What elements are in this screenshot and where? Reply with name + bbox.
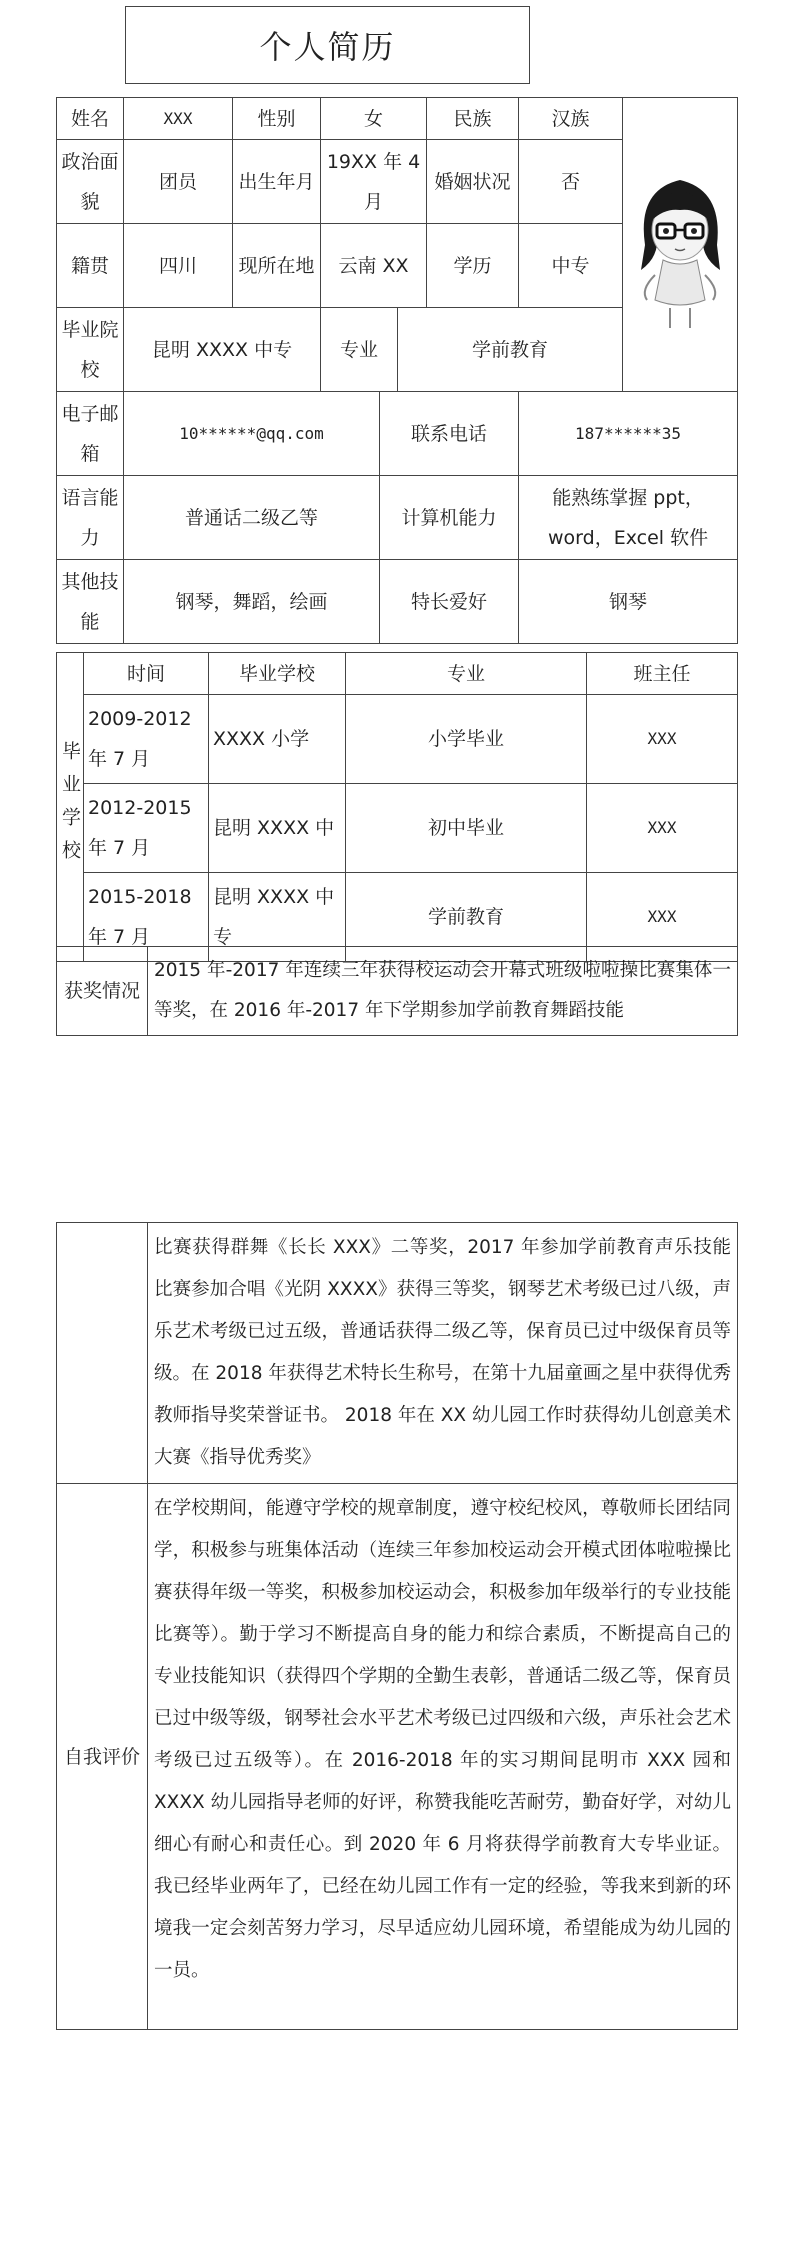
hobby-label: 特长爱好	[380, 560, 519, 644]
birth-label: 出生年月	[233, 140, 321, 224]
phone-label: 联系电话	[380, 392, 519, 476]
education-section-label: 毕业学校	[57, 653, 84, 962]
gender-value: 女	[321, 98, 427, 140]
edu-row-major: 学前教育	[346, 873, 587, 962]
edu-header-time: 时间	[84, 653, 209, 695]
language-value: 普通话二级乙等	[124, 476, 380, 560]
edu-row-major: 初中毕业	[346, 784, 587, 873]
major-value: 学前教育	[398, 308, 623, 392]
self-eval-label: 自我评价	[57, 1484, 148, 2030]
edu-row-time: 2012-2015 年 7 月	[84, 784, 209, 873]
edu-row-school: XXXX 小学	[209, 695, 346, 784]
edu-value: 中专	[519, 224, 623, 308]
school-label: 毕业院校	[57, 308, 124, 392]
marital-value: 否	[519, 140, 623, 224]
native-label: 籍贯	[57, 224, 124, 308]
edu-header-major: 专业	[346, 653, 587, 695]
edu-row-major: 小学毕业	[346, 695, 587, 784]
awards-label-continued	[57, 1223, 148, 1484]
edu-row-teacher: XXX	[587, 695, 738, 784]
gender-label: 性别	[233, 98, 321, 140]
politics-label: 政治面貌	[57, 140, 124, 224]
edu-row-teacher: XXX	[587, 784, 738, 873]
name-value: XXX	[124, 98, 233, 140]
resume-table	[56, 97, 738, 644]
awards-label: 获奖情况	[57, 947, 148, 1036]
awards-table-part2	[56, 1222, 738, 2030]
photo-cell	[623, 98, 738, 392]
phone-value: 187******35	[519, 392, 738, 476]
skills-value: 钢琴，舞蹈，绘画	[124, 560, 380, 644]
awards-text-part1: 2015 年-2017 年连续三年获得校运动会开幕式班级啦啦操比赛集体一等奖，在 2016 年-2017 年下学期参加学前教育舞蹈技能	[148, 947, 738, 1036]
major-label: 专业	[321, 308, 398, 392]
marital-label: 婚姻状况	[427, 140, 519, 224]
school-value: 昆明 XXXX 中专	[124, 308, 321, 392]
awards-text-part2: 比赛获得群舞《长长 XXX》二等奖，2017 年参加学前教育声乐技能比赛参加合唱《光阴 XXXX》获得三等奖，钢琴艺术考级已过八级，声乐艺术考级已过五级，普通话获得二级乙等，保育员已过中级保育员等级。在 2018 年获得艺术特长生称号，在第十九届童画之星中获得优秀教师指导奖荣誉证书。 2018 年在 XX 幼儿园工作时获得幼儿创意美术大赛《指导优秀奖》	[148, 1223, 738, 1484]
hobby-value: 钢琴	[519, 560, 738, 644]
ethnic-value: 汉族	[519, 98, 623, 140]
email-value: 10******@qq.com	[124, 392, 380, 476]
edu-row-school: 昆明 XXXX 中	[209, 784, 346, 873]
edu-label: 学历	[427, 224, 519, 308]
ethnic-label: 民族	[427, 98, 519, 140]
self-eval-text: 在学校期间，能遵守学校的规章制度，遵守校纪校风，尊敬师长团结同学，积极参与班集体活动（连续三年参加校运动会开模式团体啦啦操比赛获得年级一等奖，积极参加校运动会，积极参加年级举行的专业技能比赛等）。勤于学习不断提高自身的能力和综合素质，不断提高自己的专业技能知识（获得四个学期的全勤生表彰，普通话二级乙等，保育员已过中级等级，钢琴社会水平艺术考级已过四级和六级，声乐社会艺术考级已过五级等）。在 2016-2018 年的实习期间昆明市 XXX 园和 XXXX 幼儿园指导老师的好评，称赞我能吃苦耐劳，勤奋好学，对幼儿细心有耐心和责任心。到 2020 年 6 月将获得学前教育大专毕业证。我已经毕业两年了，已经在幼儿园工作有一定的经验，等我来到新的环境我一定会刻苦努力学习，尽早适应幼儿园环境，希望能成为幼儿园的一员。	[148, 1484, 738, 2030]
email-label: 电子邮箱	[57, 392, 124, 476]
edu-row-teacher: XXX	[587, 873, 738, 962]
skills-label: 其他技能	[57, 560, 124, 644]
residence-value: 云南 XX	[321, 224, 427, 308]
computer-value: 能熟练掌握 ppt，word，Excel 软件	[519, 476, 738, 560]
awards-table-part1	[56, 946, 738, 1036]
education-table	[56, 652, 738, 962]
politics-value: 团员	[124, 140, 233, 224]
birth-value: 19XX 年 4 月	[321, 140, 427, 224]
edu-row-time: 2015-2018 年 7 月	[84, 873, 209, 962]
page-title: 个人简历	[125, 6, 530, 84]
residence-label: 现所在地	[233, 224, 321, 308]
edu-header-teacher: 班主任	[587, 653, 738, 695]
native-value: 四川	[124, 224, 233, 308]
edu-row-school: 昆明 XXXX 中专	[209, 873, 346, 962]
name-label: 姓名	[57, 98, 124, 140]
language-label: 语言能力	[57, 476, 124, 560]
edu-row-time: 2009-2012 年 7 月	[84, 695, 209, 784]
edu-header-school: 毕业学校	[209, 653, 346, 695]
avatar	[625, 150, 735, 340]
computer-label: 计算机能力	[380, 476, 519, 560]
